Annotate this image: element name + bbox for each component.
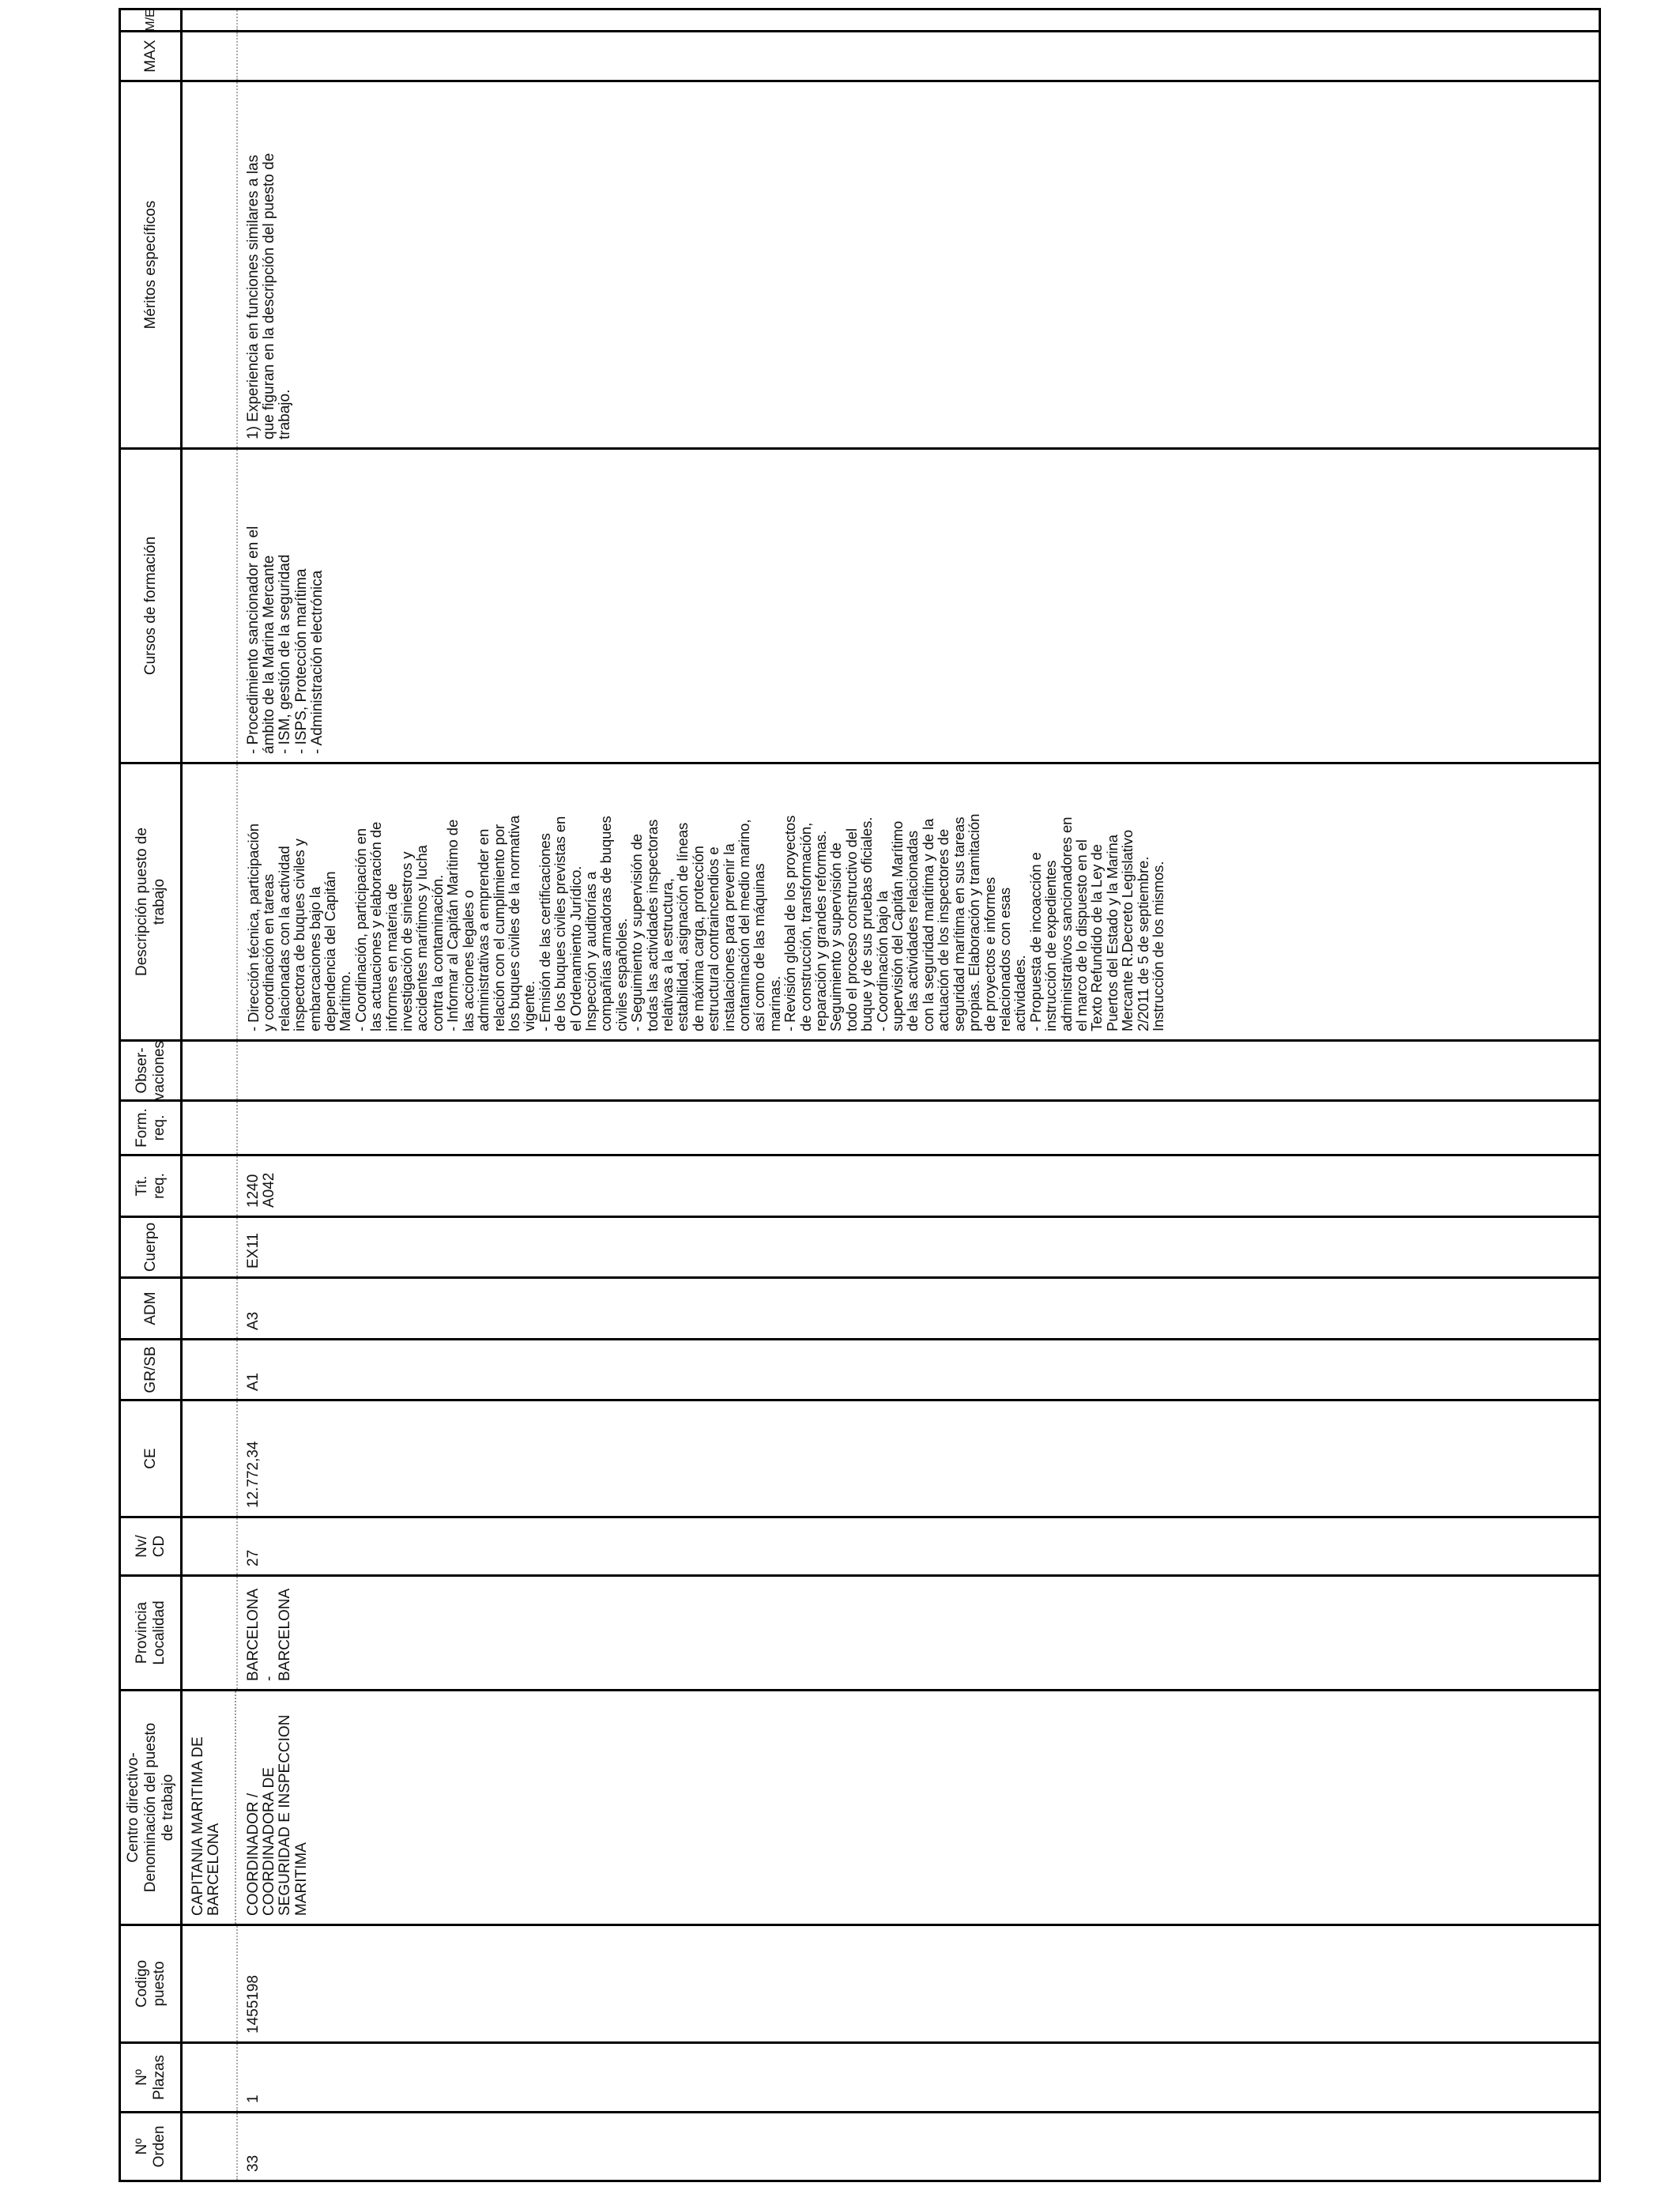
cell-nivel: 27 [245, 1549, 262, 1566]
cell-formacion [236, 1102, 255, 1154]
header-observaciones: Obser- vaciones [121, 1042, 183, 1099]
header-centro: Centro directivo- Denominación del puesto de trabajo [121, 1691, 183, 1924]
cell-descripcion: - Dirección técnica, participación y coordinación en tareas relacionadas con la actividad inspectora de buques civiles y embarcaciones bajo la dependencia del Capitán Marítimo. - Coordinación, participación en las actuaciones y elaboración de informes en materia de investigación de siniestros y accidentes marítimos y lucha contra la contaminación. - Informar al Capitán Marítimo de las acciones legales o administrativas a emprender en relación con el cumplimiento por los buques civiles de la normativa vigente. - Emisión de las certificaciones de los buques civiles previstas en el Ordenamiento Jurídico. Inspección y auditorías a compañías armadoras de buques civiles españoles. - Seguimiento y supervisión de todas las actividades inspectoras relativas a la estructura, estabilidad, asignación de líneas de máxima carga, protección estructural contraincendios e instalaciones para prevenir la contaminación del medio marino, así como de las máquinas marinas. - Revisión global de los proyectos de construcción, transformación, reparación y grandes reformas. Seguimiento y supervisión de todo el proceso constructivo del buque y de sus pruebas oficiales. - Coordinación bajo la supervisión del Capitán Marítimo de las actividades relacionadas con la seguridad marítima y de la actuación de los inspectores de seguridad marítima en sus tareas propias. Elaboración y tramitación de proyectos e informes relacionados con esas actividades. - Propuesta de incoacción e instrucción de expedientes administrativos sancionadores en el marco de lo dispuesto en el Texto Refundido de la Ley de Puertos del Estado y la Marina Mercante R.Decreto Legislativo 2/2011 de 5 de septiembre. Instrucción de los mismos. [245, 813, 1166, 1031]
cell-observaciones [236, 1042, 255, 1099]
cell-ce: 12.772,34 [245, 1441, 262, 1508]
col-titulacion [121, 1154, 1599, 1216]
cell-provincia: BARCELONA - BARCELONA [245, 1588, 294, 1681]
col-me [121, 8, 1599, 30]
col-cuerpo [121, 1216, 1599, 1276]
col-cursos [121, 447, 1599, 762]
col-orden [121, 2111, 1599, 2180]
header-orden: Nº Orden [121, 2113, 183, 2180]
cell-denominacion: COORDINADOR / COORDINADORA DE SEGURIDAD E INSPECCION MARITIMA [245, 1714, 310, 1916]
col-plazas [121, 2041, 1599, 2111]
cell-cursos: - Procedimiento sancionador en el ámbito de la Marina Mercante - ISM, gestión de la seguridad - ISPS, Protección marítima - Administración electrónica [245, 526, 326, 754]
header-nivel: Nv/ CD [121, 1518, 183, 1574]
header-cuerpo: Cuerpo [121, 1218, 183, 1276]
cell-meritos: 1) Experiencia en funciones similares a las que figuran en la descripción del puesto de trabajo. [245, 153, 294, 439]
cell-titulacion: 1240 A042 [245, 1172, 278, 1208]
header-me: M/E [121, 10, 183, 30]
header-ce: CE [121, 1401, 183, 1516]
header-max: MAX [121, 32, 183, 80]
col-provincia [121, 1574, 1599, 1689]
header-provincia: Provincia Localidad [121, 1577, 183, 1689]
col-formacion [121, 1099, 1599, 1154]
cell-orden: 33 [245, 2154, 262, 2172]
cell-cuerpo: EX11 [245, 1232, 262, 1269]
header-descripcion: Descripción puesto de trabajo [121, 764, 183, 1039]
cell-max [236, 32, 255, 80]
col-max [121, 30, 1599, 80]
header-meritos: Méritos específicos [121, 82, 183, 447]
group-centro-directivo: CAPITANIA MARITIMA DE BARCELONA [183, 1691, 236, 1924]
header-adm: ADM [121, 1279, 183, 1338]
cell-me [236, 10, 255, 30]
col-meritos [121, 80, 1599, 447]
header-codigo: Codigo puesto [121, 1926, 183, 2041]
col-observaciones [121, 1039, 1599, 1099]
col-descripcion [121, 762, 1599, 1039]
col-codigo [121, 1924, 1599, 2041]
cell-adm: A3 [245, 1311, 262, 1330]
job-positions-table [119, 8, 1601, 2182]
col-nivel [121, 1516, 1599, 1574]
cell-grupo: A1 [245, 1372, 262, 1391]
header-formacion: Form. req. [121, 1102, 183, 1154]
col-adm [121, 1276, 1599, 1338]
col-grupo [121, 1338, 1599, 1399]
col-centro [121, 1689, 1599, 1924]
cell-codigo: 1455198 [245, 1975, 262, 2034]
cell-plazas: 1 [245, 2094, 262, 2103]
header-titulacion: Tit. req. [121, 1156, 183, 1216]
header-cursos: Cursos de formación [121, 450, 183, 762]
header-plazas: Nº Plazas [121, 2044, 183, 2111]
col-ce [121, 1399, 1599, 1516]
header-grupo: GR/SB [121, 1340, 183, 1399]
